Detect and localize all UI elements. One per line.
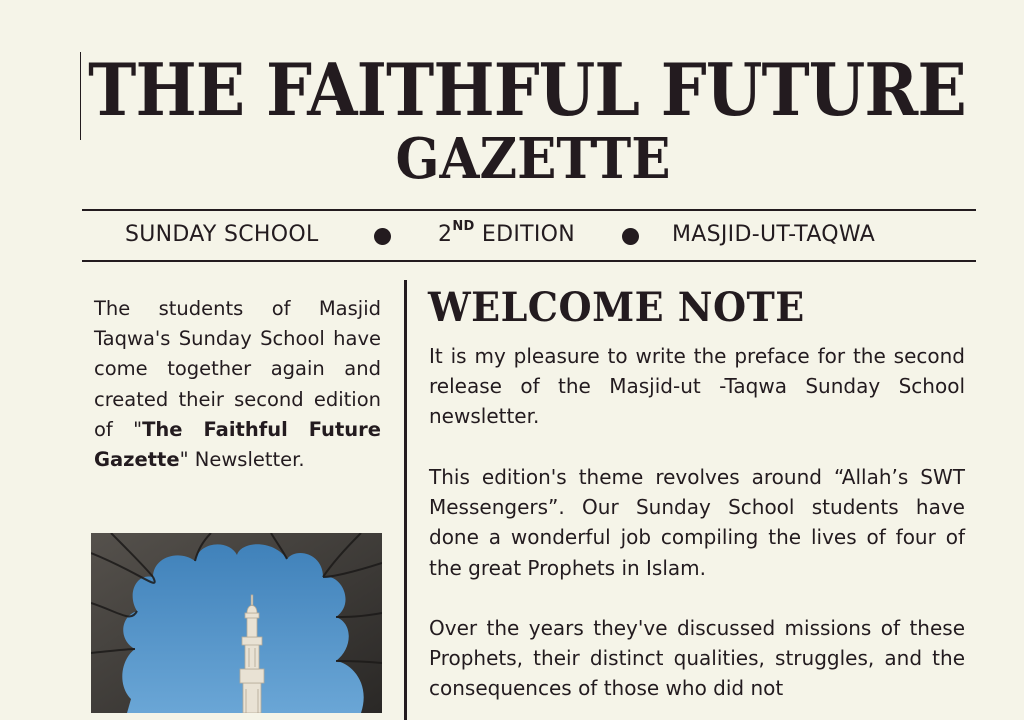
column-divider bbox=[404, 280, 407, 720]
edition-number: 2 bbox=[438, 222, 453, 247]
intro-text-before: The students of Masjid Taqwa's Sunday School have come together again and created their second edition of " bbox=[94, 297, 381, 441]
info-bar-edition bbox=[438, 220, 575, 250]
masthead-title-line1: THE FAITHFUL FUTURE bbox=[88, 47, 966, 132]
intro-newsletter-name: The Faithful Future Gazette bbox=[94, 417, 381, 472]
info-bar-bullet bbox=[622, 228, 639, 245]
masthead-title-line2: GAZETTE bbox=[395, 126, 671, 192]
info-bar-bottom-rule bbox=[82, 260, 976, 262]
info-bar-masjid: MASJID-UT-TAQWA bbox=[672, 222, 876, 247]
welcome-paragraph-3: Over the years they've discussed missions of these Prophets, their distinct qualities, struggles, and the consequences of those who did not bbox=[429, 616, 965, 701]
info-bar-school: SUNDAY SCHOOL bbox=[125, 222, 319, 247]
welcome-note-heading: WELCOME NOTE bbox=[428, 284, 805, 331]
info-bar-bullet bbox=[374, 228, 391, 245]
intro-text-after: " Newsletter. bbox=[179, 448, 305, 472]
welcome-paragraph-2: This edition's theme revolves around “Allah’s SWT Messengers”. Our Sunday School students have done a wonderful job compiling the lives of four of the great Prophets in Islam. bbox=[429, 465, 965, 580]
edition-word: EDITION bbox=[481, 222, 576, 247]
masjid-minaret-photo bbox=[91, 533, 382, 713]
welcome-paragraph-1: It is my pleasure to write the preface for the second release of the Masjid-ut -Taqwa Sunday School newsletter. bbox=[429, 344, 965, 429]
edition-suffix: ND bbox=[452, 219, 475, 234]
intro-paragraph bbox=[94, 294, 381, 475]
info-bar-top-rule bbox=[82, 209, 976, 211]
